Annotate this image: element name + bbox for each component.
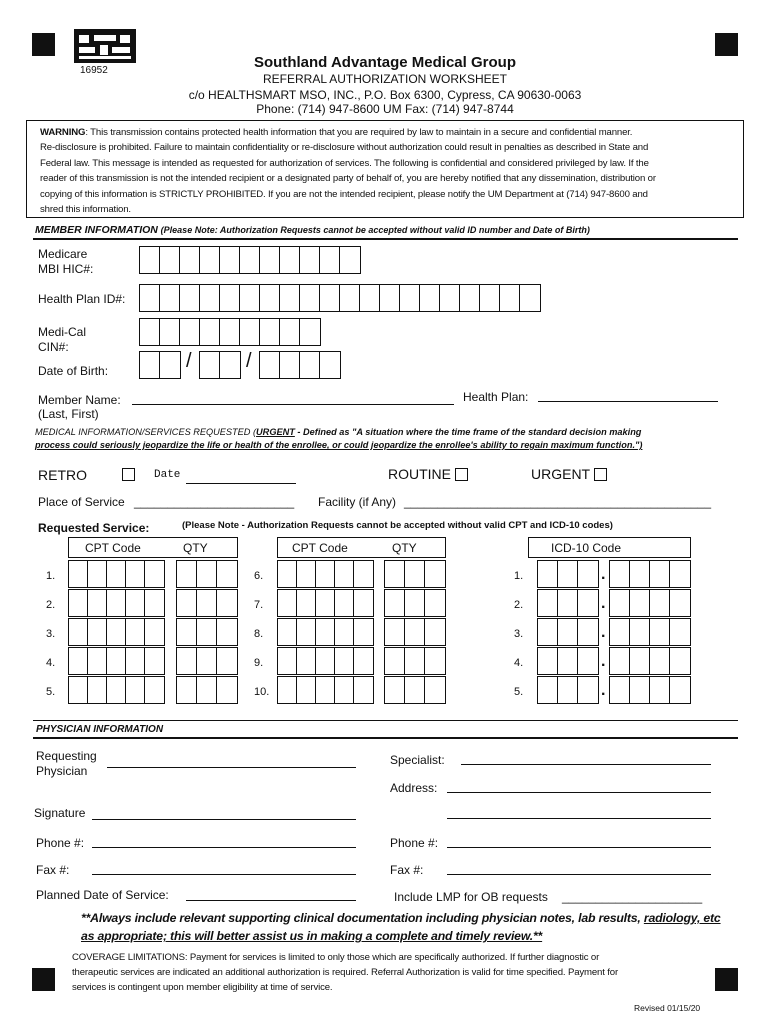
header-address: c/o HEALTHSMART MSO, INC., P.O. Box 6300, Cypress, CA 90630-0063 bbox=[188, 88, 582, 102]
retro-checkbox[interactable] bbox=[122, 468, 135, 481]
qty-input[interactable] bbox=[384, 647, 446, 675]
lmp-label: Include LMP for OB requests bbox=[394, 890, 548, 904]
member-divider bbox=[33, 238, 738, 240]
qty-input[interactable] bbox=[384, 589, 446, 617]
icd-decimal: . bbox=[601, 595, 606, 612]
cpt-code-input[interactable] bbox=[68, 589, 165, 617]
icd-code-input-prefix[interactable] bbox=[537, 589, 599, 617]
dob-separator-1: / bbox=[186, 350, 192, 372]
cpt-row-number: 5. bbox=[46, 686, 56, 698]
icd-decimal: . bbox=[601, 566, 606, 583]
place-of-service-label: Place of Service bbox=[38, 495, 125, 509]
member-note: (Please Note: Authorization Requests cannot be accepted without valid ID number and Date of Birth) bbox=[160, 225, 590, 235]
icd-code-input-prefix[interactable] bbox=[537, 647, 599, 675]
address-field-1[interactable] bbox=[447, 792, 711, 793]
coverage-limitations: COVERAGE LIMITATIONS: Payment for services is limited to only those which are specifically authorized. If further diagnostic or therapeutic services are indicated an additional authorization is required. Referral Authorization is valid for time specified. Payment for services is contingent upon member eligibility at time of service. bbox=[72, 952, 619, 993]
address-field-2[interactable] bbox=[447, 818, 711, 819]
icd-row-number: 5. bbox=[514, 686, 524, 698]
registration-mark-bottom-right bbox=[715, 968, 738, 991]
warning-line-5: copying of this information is STRICTLY PROHIBITED. If you are not the intended recipient, please notify the UM Department at (714) 947-8600 and bbox=[40, 188, 648, 200]
lmp-field[interactable]: _____________________ bbox=[562, 890, 703, 904]
facility-field[interactable]: ______________________________________________ bbox=[404, 495, 711, 509]
form-number: 16952 bbox=[80, 65, 108, 76]
routine-label: ROUTINE bbox=[388, 466, 451, 482]
cpt-code-input[interactable] bbox=[68, 676, 165, 704]
icd-row-number: 2. bbox=[514, 599, 524, 611]
cpt-code-input[interactable] bbox=[277, 560, 374, 588]
health-plan-label: Health Plan: bbox=[463, 390, 529, 404]
qty-input[interactable] bbox=[384, 676, 446, 704]
icd-code-input-prefix[interactable] bbox=[537, 560, 599, 588]
icd-decimal: . bbox=[601, 624, 606, 641]
medical-label: Medi-Cal CIN#: bbox=[38, 325, 87, 354]
qty-input[interactable] bbox=[176, 676, 238, 704]
urgent-checkbox[interactable] bbox=[594, 468, 607, 481]
phone-right-label: Phone #: bbox=[390, 836, 439, 850]
dob-day-input[interactable] bbox=[199, 351, 241, 379]
phone-left-field[interactable] bbox=[92, 847, 356, 848]
warning-label: WARNING bbox=[40, 127, 86, 138]
physician-top-divider bbox=[33, 720, 738, 721]
form-barcode-icon bbox=[74, 29, 136, 63]
requesting-physician-field[interactable] bbox=[107, 767, 356, 768]
cpt-row-number: 2. bbox=[46, 599, 56, 611]
icd-decimal: . bbox=[601, 653, 606, 670]
icd-code-input-suffix[interactable] bbox=[609, 618, 691, 646]
physician-divider bbox=[33, 737, 738, 739]
services-heading: MEDICAL INFORMATION/SERVICES REQUESTED (URGENT - Defined as "A situation where the time frame of the standard decision making process could seriously jeopardize the life or health of the enrollee, or could jeopardize the enrollee's ability to regain maximum function.") bbox=[35, 427, 643, 450]
signature-field[interactable] bbox=[92, 819, 356, 820]
dob-month-input[interactable] bbox=[139, 351, 181, 379]
retro-date-label: Date bbox=[154, 469, 181, 481]
urgent-keyword: URGENT bbox=[256, 427, 295, 437]
revised-date: Revised 01/15/20 bbox=[634, 1003, 701, 1013]
medicare-mbi-input[interactable] bbox=[139, 246, 361, 274]
fax-right-field[interactable] bbox=[447, 874, 711, 875]
cpt-row-number: 9. bbox=[254, 657, 264, 669]
icd-row-number: 1. bbox=[514, 570, 524, 582]
health-plan-id-label: Health Plan ID#: bbox=[38, 292, 126, 306]
form-title: REFERRAL AUTHORIZATION WORKSHEET bbox=[262, 72, 508, 86]
qty-input[interactable] bbox=[384, 560, 446, 588]
cpt-header-mid: CPT Code QTY bbox=[277, 537, 446, 558]
dob-label: Date of Birth: bbox=[38, 364, 109, 378]
warning-line-3: Federal law. This message is intended as requested for authorization of services. The following is confidential and considered privileged by law. If the bbox=[40, 157, 649, 169]
fax-left-label: Fax #: bbox=[36, 863, 70, 877]
warning-line-1: : This transmission contains protected health information that you are required by law to maintain in a secure and confidential manner. bbox=[85, 127, 633, 138]
retro-date-field[interactable] bbox=[186, 483, 296, 484]
warning-line-2: Re-disclosure is prohibited. Failure to maintain confidentiality or re-disclosure without authorization could result in penalties as described in State and bbox=[40, 142, 649, 154]
icd-code-input-prefix[interactable] bbox=[537, 676, 599, 704]
phone-left-label: Phone #: bbox=[36, 836, 85, 850]
physician-heading: PHYSICIAN INFORMATION bbox=[36, 724, 164, 735]
planned-date-label: Planned Date of Service: bbox=[36, 888, 169, 902]
cpt-code-input[interactable] bbox=[68, 647, 165, 675]
warning-line-4: reader of this transmission is not the intended recipient or a designated party of behalf of, you are hereby notified that any dissemination, distribution or bbox=[40, 173, 656, 185]
cpt-row-number: 10. bbox=[254, 686, 270, 698]
warning-text bbox=[40, 125, 656, 217]
routine-checkbox[interactable] bbox=[455, 468, 468, 481]
cpt-code-input[interactable] bbox=[68, 560, 165, 588]
fax-right-label: Fax #: bbox=[390, 863, 424, 877]
specialist-field[interactable] bbox=[461, 764, 711, 765]
icd-header: ICD-10 Code bbox=[528, 537, 691, 558]
documentation-notice: **Always include relevant supporting clinical documentation including physician notes, lab results, radiology, etc as appropriate; this will better assist us in making a complete and timely review.** bbox=[81, 911, 721, 943]
requested-service-label: Requested Service: bbox=[38, 521, 150, 535]
qty-input[interactable] bbox=[384, 618, 446, 646]
requesting-physician-label: Requesting Physician bbox=[36, 749, 97, 778]
qty-input[interactable] bbox=[176, 647, 238, 675]
icd-row-number: 3. bbox=[514, 628, 524, 640]
signature-label: Signature bbox=[34, 806, 86, 820]
place-of-service-field[interactable]: ________________________ bbox=[134, 495, 295, 509]
registration-mark-top-left bbox=[32, 33, 55, 56]
warning-line-6: shred this information. bbox=[40, 204, 131, 216]
dob-year-input[interactable] bbox=[259, 351, 341, 379]
cpt-code-input[interactable] bbox=[68, 618, 165, 646]
icd-code-input-suffix[interactable] bbox=[609, 647, 691, 675]
qty-input[interactable] bbox=[176, 589, 238, 617]
qty-input[interactable] bbox=[176, 560, 238, 588]
cpt-row-number: 8. bbox=[254, 628, 264, 640]
requested-service-note: (Please Note - Authorization Requests cannot be accepted without valid CPT and ICD-10 codes) bbox=[182, 520, 613, 531]
specialist-label: Specialist: bbox=[390, 753, 445, 767]
icd-code-input-prefix[interactable] bbox=[537, 618, 599, 646]
cpt-code-input[interactable] bbox=[277, 618, 374, 646]
medical-cin-input[interactable] bbox=[139, 318, 321, 346]
cpt-code-input[interactable] bbox=[277, 647, 374, 675]
cpt-row-number: 4. bbox=[46, 657, 56, 669]
facility-label: Facility (if Any) bbox=[318, 495, 397, 509]
cpt-code-input[interactable] bbox=[277, 589, 374, 617]
address-label: Address: bbox=[390, 781, 438, 795]
qty-input[interactable] bbox=[176, 618, 238, 646]
icd-decimal: . bbox=[601, 682, 606, 699]
cpt-code-input[interactable] bbox=[277, 676, 374, 704]
member-heading: MEMBER INFORMATION (Please Note: Authorization Requests cannot be accepted without valid ID number and Date of Birth) bbox=[35, 224, 590, 236]
cpt-row-number: 3. bbox=[46, 628, 56, 640]
member-name-label: Member Name: (Last, First) bbox=[38, 393, 121, 421]
registration-mark-top-right bbox=[715, 33, 738, 56]
urgent-label: URGENT bbox=[531, 466, 591, 482]
dob-separator-2: / bbox=[246, 350, 252, 372]
fax-left-field[interactable] bbox=[92, 874, 356, 875]
cpt-row-number: 1. bbox=[46, 570, 56, 582]
cpt-row-number: 7. bbox=[254, 599, 264, 611]
icd-code-input-suffix[interactable] bbox=[609, 560, 691, 588]
header-phone: Phone: (714) 947-8600 UM Fax: (714) 947-8744 bbox=[256, 102, 514, 116]
health-plan-field[interactable] bbox=[538, 401, 718, 402]
icd-code-input-suffix[interactable] bbox=[609, 676, 691, 704]
org-name: Southland Advantage Medical Group bbox=[254, 54, 516, 71]
medicare-label: Medicare MBI HIC#: bbox=[38, 247, 94, 276]
icd-code-input-suffix[interactable] bbox=[609, 589, 691, 617]
cpt-row-number: 6. bbox=[254, 570, 264, 582]
member-name-field[interactable] bbox=[132, 404, 454, 405]
cpt-header-left: CPT Code QTY bbox=[68, 537, 238, 558]
planned-date-field[interactable] bbox=[186, 900, 356, 901]
registration-mark-bottom-left bbox=[32, 968, 55, 991]
phone-right-field[interactable] bbox=[447, 847, 711, 848]
health-plan-id-input[interactable] bbox=[139, 284, 541, 312]
retro-label: RETRO bbox=[38, 467, 87, 483]
icd-row-number: 4. bbox=[514, 657, 524, 669]
